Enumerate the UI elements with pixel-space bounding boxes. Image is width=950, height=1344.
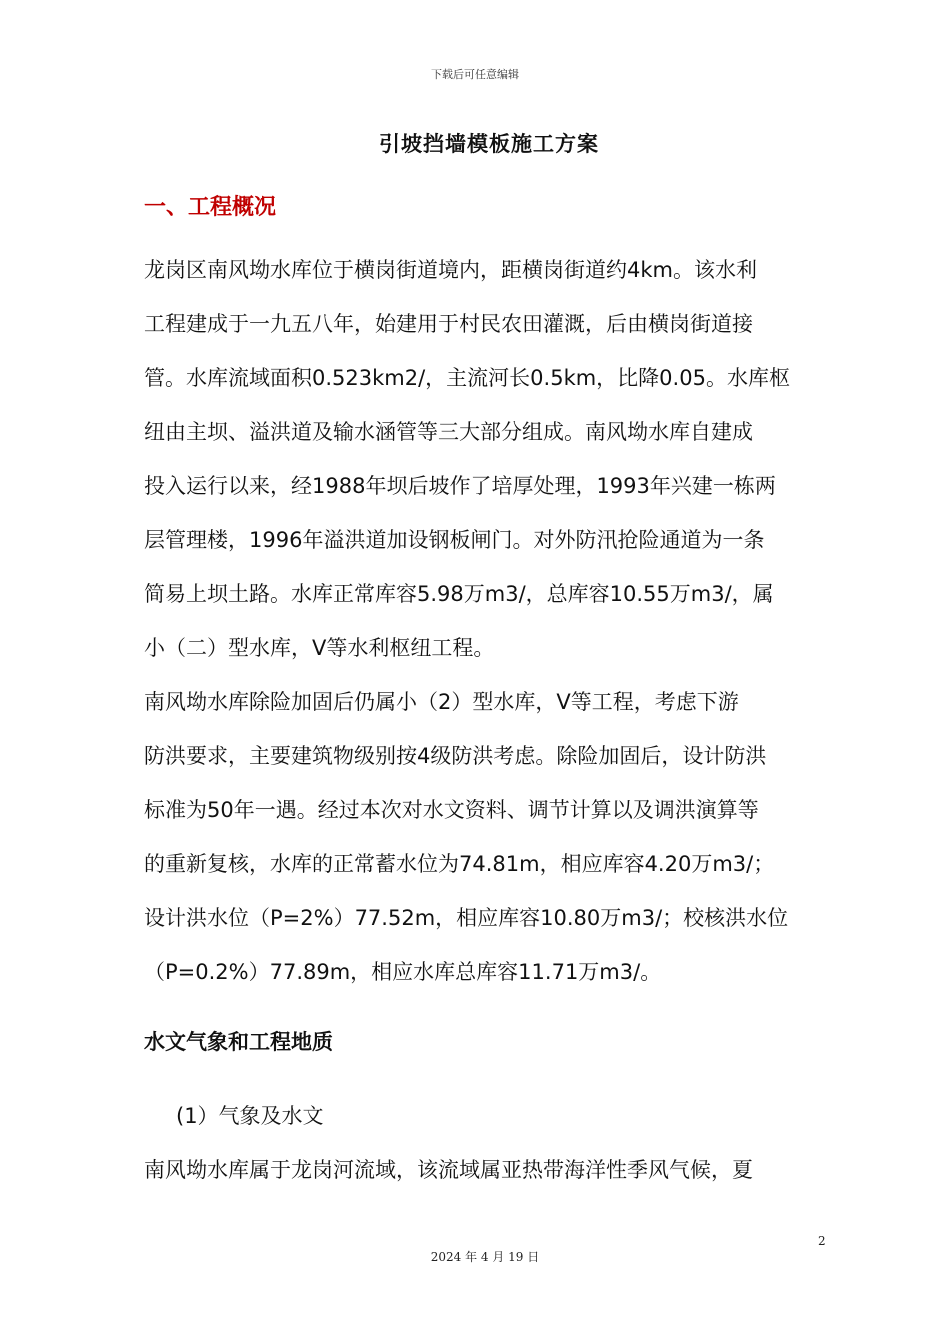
paragraph-line: 设计洪水位（P=2%）77.52m，相应库容10.80万m3/；校核洪水位 <box>144 906 789 930</box>
paragraph-line: 龙岗区南风坳水库位于横岗街道境内，距横岗街道约4km。该水利 <box>144 258 757 282</box>
paragraph-line: 简易上坝土路。水库正常库容5.98万m3/，总库容10.55万m3/，属 <box>144 582 774 606</box>
paragraph-line: 工程建成于一九五八年，始建用于村民农田灌溉，后由横岗街道接 <box>144 312 753 336</box>
section-heading: 一、工程概况 <box>144 195 277 220</box>
header-note: 下载后可任意编辑 <box>431 68 519 81</box>
paragraph-reinforcement <box>144 675 844 999</box>
paragraph-line: 小（二）型水库，Ⅴ等水利枢纽工程。 <box>144 636 495 660</box>
paragraph-line: 的重新复核，水库的正常蓄水位为74.81m，相应库容4.20万m3/； <box>144 852 775 876</box>
sub-heading: 水文气象和工程地质 <box>144 1030 333 1054</box>
page-number: 2 <box>818 1234 826 1248</box>
paragraph-line: 管。水库流域面积0.523km2/，主流河长0.5km，比降0.05。水库枢 <box>144 366 790 390</box>
paragraph-line: 投入运行以来，经1988年坝后坡作了培厚处理，1993年兴建一栋两 <box>144 474 776 498</box>
document-title: 引坡挡墙模板施工方案 <box>379 132 599 156</box>
paragraph-line: 南风坳水库属于龙岗河流域，该流域属亚热带海洋性季风气候，夏 <box>144 1158 753 1182</box>
item-heading: (1）气象及水文 <box>176 1104 324 1128</box>
footer-date: 2024 年 4 月 19 日 <box>430 1250 540 1264</box>
paragraph-line: 层管理楼，1996年溢洪道加设钢板闸门。对外防汛抢险通道为一条 <box>144 528 765 552</box>
paragraph-line: 防洪要求，主要建筑物级别按4级防洪考虑。除险加固后，设计防洪 <box>144 744 767 768</box>
paragraph-overview <box>144 243 844 675</box>
paragraph-line: 纽由主坝、溢洪道及输水涵管等三大部分组成。南风坳水库自建成 <box>144 420 753 444</box>
paragraph-line: 标准为50年一遇。经过本次对水文资料、调节计算以及调洪演算等 <box>144 798 759 822</box>
paragraph-line: （P=0.2%）77.89m，相应水库总库容11.71万m3/。 <box>144 960 662 984</box>
paragraph-line: 南风坳水库除险加固后仍属小（2）型水库，Ⅴ等工程，考虑下游 <box>144 690 739 714</box>
paragraph-climate <box>144 1143 844 1197</box>
